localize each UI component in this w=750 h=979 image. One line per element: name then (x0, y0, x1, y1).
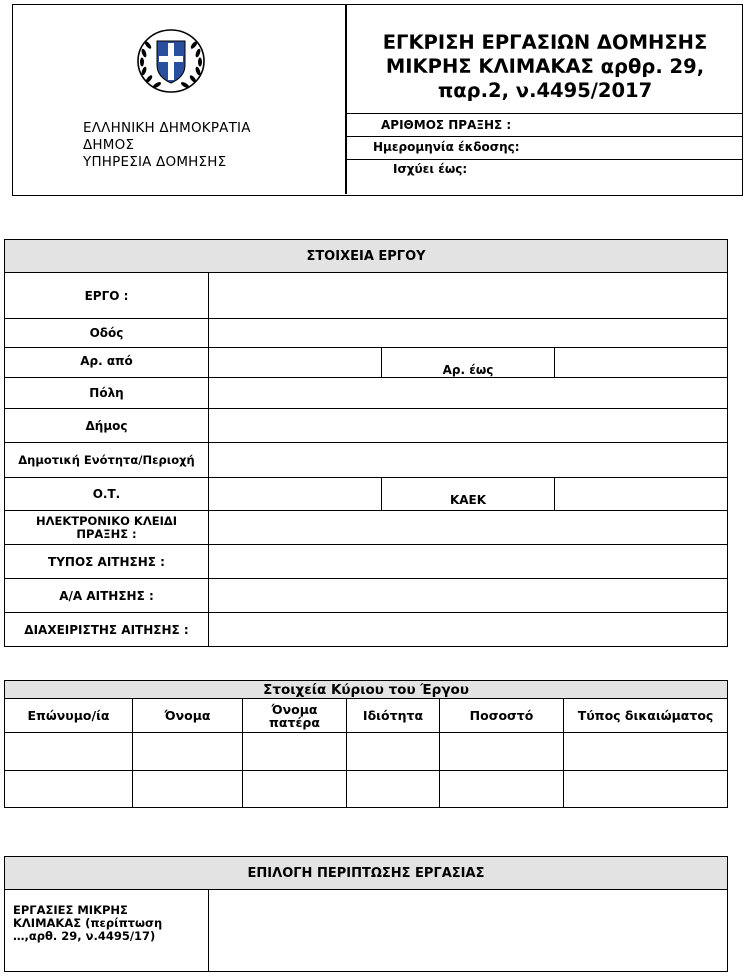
owner-cell[interactable] (5, 771, 133, 808)
owner-cell[interactable] (564, 771, 728, 808)
issuer-text (83, 120, 251, 171)
num-to-value[interactable] (555, 348, 728, 378)
ot-value[interactable] (209, 478, 382, 511)
document-title-line1: ΕΓΚΡΙΣΗ ΕΡΓΑΣΙΩΝ ΔΟΜΗΣΗΣ (382, 31, 708, 54)
valid-until-label: Ισχύει έως: (393, 162, 468, 176)
col-right-type: Τύπος δικαιώματος (564, 699, 728, 733)
city-value[interactable] (209, 378, 728, 409)
application-number-value[interactable] (209, 579, 728, 613)
issuer-block (13, 5, 346, 194)
unit-value[interactable] (209, 443, 728, 478)
row-small-scale-works (5, 890, 728, 972)
owner-header-row (5, 681, 728, 699)
project-details-table (4, 239, 728, 647)
application-number-label: Α/Α ΑΙΤΗΣΗΣ : (5, 579, 209, 613)
owner-header: Στοιχεία Κύριου του Έργου (5, 681, 728, 699)
project-header-row (5, 240, 728, 273)
col-father-name (243, 699, 347, 733)
owner-cell[interactable] (133, 733, 243, 771)
row-numbers (5, 348, 728, 378)
kaek-value[interactable] (555, 478, 728, 511)
owner-cell[interactable] (5, 733, 133, 771)
owner-cell[interactable] (564, 733, 728, 771)
row-project (5, 273, 728, 319)
issuer-service: ΥΠΗΡΕΣΙΑ ΔΟΜΗΣΗΣ (83, 154, 227, 170)
issuer-country: ΕΛΛΗΝΙΚΗ ΔΗΜΟΚΡΑΤΙΑ (83, 120, 251, 136)
work-type-header-row (5, 857, 728, 890)
table-row (5, 733, 728, 771)
owner-cell[interactable] (440, 771, 564, 808)
owner-cell[interactable] (347, 771, 440, 808)
act-number-label: ΑΡΙΘΜΟΣ ΠΡΑΞΗΣ : (381, 118, 512, 132)
row-application-manager (5, 613, 728, 647)
col-father-name-line2: πατέρα (269, 714, 320, 730)
col-name: Όνομα (133, 699, 243, 733)
kaek-label: ΚΑΕΚ (382, 478, 555, 511)
col-capacity: Ιδιότητα (347, 699, 440, 733)
application-manager-value[interactable] (209, 613, 728, 647)
owner-table (4, 680, 728, 808)
row-application-type (5, 545, 728, 579)
owner-cell[interactable] (133, 771, 243, 808)
owner-cell[interactable] (243, 733, 347, 771)
table-row (5, 771, 728, 808)
owner-column-headers (5, 699, 728, 733)
greek-coat-of-arms-icon (133, 27, 209, 95)
work-type-table (4, 856, 728, 972)
num-from-label: Αρ. από (5, 348, 209, 378)
electronic-key-label-line2: ΠΡΑΞΗΣ : (76, 526, 137, 541)
issuer-municipality: ΔΗΜΟΣ (83, 137, 135, 153)
field-act-number (346, 113, 742, 137)
small-scale-works-value[interactable] (209, 890, 728, 972)
unit-label: Δημοτική Ενότητα/Περιοχή (5, 443, 209, 478)
municipality-label: Δήμος (5, 409, 209, 443)
row-electronic-key (5, 511, 728, 545)
col-father-name-line1: Όνομα (271, 701, 318, 717)
electronic-key-label-line1: ΗΛΕΚΤΡΟΝΙΚΟ ΚΛΕΙΔΙ (35, 513, 178, 528)
row-municipality (5, 409, 728, 443)
electronic-key-value[interactable] (209, 511, 728, 545)
application-type-value[interactable] (209, 545, 728, 579)
row-ot-kaek (5, 478, 728, 511)
num-to-label: Αρ. έως (382, 348, 555, 378)
document-title-line2: ΜΙΚΡΗΣ ΚΛΙΜΑΚΑΣ αρθρ. 29, (385, 55, 705, 78)
application-manager-label: ΔΙΑΧΕΙΡΙΣΤΗΣ ΑΙΤΗΣΗΣ : (5, 613, 209, 647)
street-value[interactable] (209, 319, 728, 348)
ot-label: Ο.Τ. (5, 478, 209, 511)
col-percentage: Ποσοστό (440, 699, 564, 733)
project-label: ΕΡΓΟ : (5, 273, 209, 319)
field-valid-until (346, 160, 742, 184)
project-header: ΣΤΟΙΧΕΙΑ ΕΡΓΟΥ (5, 240, 728, 273)
row-city (5, 378, 728, 409)
work-type-header: ΕΠΙΛΟΓΗ ΠΕΡΙΠΤΩΣΗΣ ΕΡΓΑΣΙΑΣ (5, 857, 728, 890)
small-scale-works-line1: ΕΡΓΑΣΙΕΣ ΜΙΚΡΗΣ (13, 903, 128, 917)
row-application-number (5, 579, 728, 613)
issue-date-label: Ημερομηνία έκδοσης: (373, 140, 520, 154)
owner-cell[interactable] (243, 771, 347, 808)
small-scale-works-line2: ΚΛΙΜΑΚΑΣ (περίπτωση (13, 916, 163, 930)
document-title-line3: παρ.2, ν.4495/2017 (437, 79, 653, 102)
owner-cell[interactable] (347, 733, 440, 771)
application-type-label: ΤΥΠΟΣ ΑΙΤΗΣΗΣ : (5, 545, 209, 579)
col-surname: Επώνυμο/ία (5, 699, 133, 733)
city-label: Πόλη (5, 378, 209, 409)
row-unit (5, 443, 728, 478)
small-scale-works-line3: …,αρθ. 29, ν.4495/17) (13, 929, 156, 943)
owner-cell[interactable] (440, 733, 564, 771)
municipality-value[interactable] (209, 409, 728, 443)
row-street (5, 319, 728, 348)
document-header (12, 4, 743, 196)
project-value[interactable] (209, 273, 728, 319)
small-scale-works-label (5, 890, 209, 972)
num-from-value[interactable] (209, 348, 382, 378)
street-label: Οδός (5, 319, 209, 348)
document-title (347, 31, 743, 103)
electronic-key-label (5, 511, 209, 545)
field-issue-date (346, 136, 742, 160)
